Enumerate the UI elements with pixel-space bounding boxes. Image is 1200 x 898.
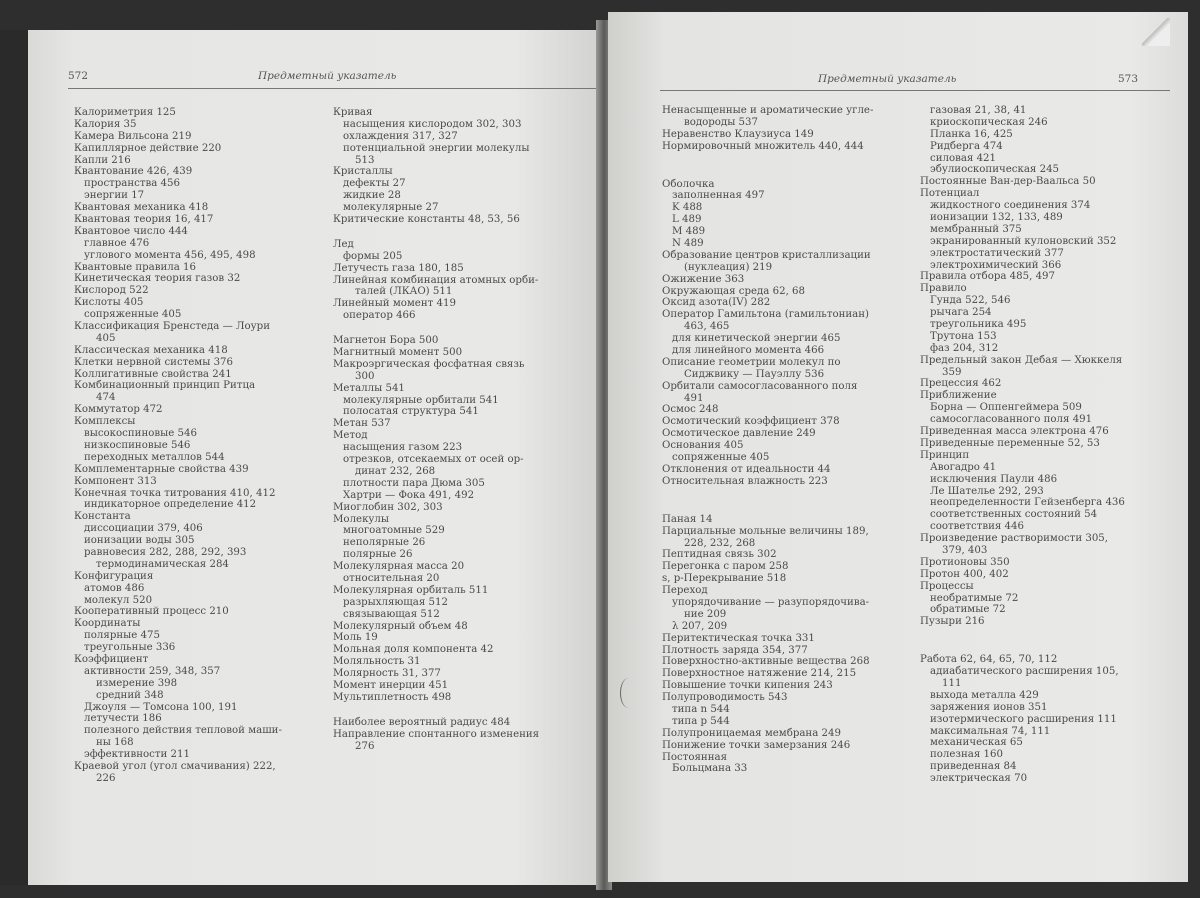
index-entry: Планка 16, 425 [930,128,1013,140]
index-entry: для кинетической энергии 465 [672,333,841,345]
index-entry: сопряженные 405 [672,452,770,464]
index-entry: Оксид азота(IV) 282 [662,297,771,309]
index-entry: Константа [74,511,131,523]
section-gap [662,153,873,166]
index-entry: Критические константы 48, 53, 56 [333,214,520,226]
index-column-right-2 [920,105,1125,785]
index-entry: экранированный кулоновский 352 [930,235,1117,247]
index-entry: Полупроводимость 543 [662,692,788,704]
index-entry: неполярные 26 [343,537,426,549]
index-entry: адиабатического расширения 105, [930,666,1119,678]
index-entry: Кристаллы [333,166,393,178]
index-entry: треугольника 495 [930,319,1027,331]
index-entry: Правила отбора 485, 497 [920,271,1056,283]
index-entry: термодинамическая 284 [96,558,229,570]
index-column-left-1 [74,107,282,785]
index-entry: Перегонка с паром 258 [662,561,789,573]
index-entry: полосатая структура 541 [343,406,479,418]
index-entry: охлаждения 317, 327 [343,130,458,142]
index-entry: Приближение [920,390,997,402]
index-entry: средний 348 [96,689,164,701]
index-entry: Молярность 31, 377 [333,668,441,680]
index-entry: ние 209 [684,608,727,620]
index-entry: разрыхляющая 512 [343,596,448,608]
index-entry: Паная 14 [662,513,713,525]
index-entry: 379, 403 [942,544,988,556]
index-entry: Джоуля — Томсона 100, 191 [84,701,238,713]
index-entry: Произведение растворимости 305, [920,533,1109,545]
index-entry: Компонент 313 [74,475,157,487]
index-entry: треугольные 336 [84,642,176,654]
index-entry: Координаты [74,618,141,630]
index-entry: динат 232, 268 [355,465,436,477]
index-entry: диссоциации 379, 406 [84,523,203,535]
index-entry: Кислоты 405 [74,297,144,309]
index-entry: эбулиоскопическая 245 [930,164,1060,176]
index-entry: неопределенности Гейзенберга 436 [930,497,1125,509]
section-gap [662,488,873,501]
index-entry: Поверхностно-активные вещества 268 [662,656,870,668]
index-entry: газовая 21, 38, 41 [930,105,1027,116]
index-entry: Сиджвику — Пауэллу 536 [684,368,825,380]
index-entry: Комбинационный принцип Ритца [74,380,256,392]
index-entry: Ожижение 363 [662,273,745,285]
index-entry: Молекулярная масса 20 [333,561,465,573]
index-entry: высокоспиновые 546 [84,428,197,440]
index-entry: Линейная комбинация атомных орби- [333,274,539,286]
index-entry: полезная 160 [930,749,1003,761]
index-entry: полезного действия тепловой маши- [84,725,282,737]
index-entry: Капли 216 [74,154,131,166]
index-entry: многоатомные 529 [343,525,445,537]
index-entry: относительная 20 [343,572,440,584]
index-entry: Повышение точки кипения 243 [662,680,833,692]
index-entry: исключения Паули 486 [930,473,1058,485]
index-entry: Принцип [920,449,970,461]
index-entry: Коллигативные свойства 241 [74,368,232,380]
index-entry: Оператор Гамильтона (гамильтониан) [662,309,870,321]
index-entry: самосогласованного поля 491 [930,414,1093,426]
index-entry: 491 [684,392,704,404]
index-entry: сопряженные 405 [84,309,182,321]
index-entry: полярные 475 [84,630,160,642]
index-entry: Описание геометрии молекул по [662,356,841,368]
index-entry: K 488 [672,202,703,214]
index-entry: λ 207, 209 [672,620,728,632]
index-entry: 463, 465 [684,321,730,333]
index-entry: электрическая 70 [930,773,1028,785]
index-column-right-1 [662,105,873,775]
index-entry: Клетки нервной системы 376 [74,356,234,368]
index-entry: 474 [96,392,116,404]
index-entry: Камера Вильсона 219 [74,130,192,142]
index-entry: отрезков, отсекаемых от осей ор- [343,454,524,466]
running-header-right: Предметный указатель [818,73,957,85]
index-entry: Гунда 522, 546 [930,295,1011,307]
index-entry: оператор 466 [343,310,416,322]
index-entry: пространства 456 [84,178,181,190]
index-entry: Переход [662,585,708,597]
page-number-left: 572 [68,70,89,82]
index-entry: Магнитный момент 500 [333,347,463,359]
index-entry: ны 168 [96,737,134,749]
index-entry: Квантовые правила 16 [74,261,197,273]
index-entry: рычага 254 [930,307,992,319]
index-entry: типа p 544 [672,715,730,727]
index-entry: Момент инерции 451 [333,679,449,691]
left-page [28,30,600,885]
index-entry: Линейный момент 419 [333,298,456,310]
page-number-right: 573 [1118,73,1139,85]
index-entry: Поверхностное натяжение 214, 215 [662,668,857,680]
section-gap [662,166,873,179]
index-entry: эффективности 211 [84,749,190,761]
header-rule-left [68,88,598,89]
index-entry: выхода металла 429 [930,689,1039,701]
index-entry: Приведенная масса электрона 476 [920,426,1109,438]
index-entry: жидкие 28 [343,190,401,202]
index-entry: N 489 [672,238,704,250]
index-entry: связывающая 512 [343,608,440,620]
index-entry: талей (ЛКАО) 511 [355,286,453,298]
index-entry: приведенная 84 [930,761,1017,773]
index-entry: фаз 204, 312 [930,342,999,354]
index-entry: Ридберга 474 [930,140,1003,152]
index-entry: Образование центров кристаллизации [662,249,871,261]
index-entry: молекулярные 27 [343,202,439,214]
index-entry: насыщения кислородом 302, 303 [343,118,522,130]
index-entry: Макроэргическая фосфатная связь [333,358,525,370]
index-entry: молекул 520 [84,594,153,606]
index-entry: 276 [355,740,375,752]
index-entry: Калориметрия 125 [74,107,176,118]
index-entry: Метан 537 [333,418,391,430]
right-page [608,12,1188,882]
index-entry: заполненная 497 [672,190,765,202]
index-entry: Прецессия 462 [920,378,1002,390]
index-entry: низкоспиновые 546 [84,439,191,451]
index-entry: Капиллярное действие 220 [74,142,222,154]
index-entry: Пузыри 216 [920,616,985,628]
index-entry: Кислород 522 [74,285,149,297]
running-header-left: Предметный указатель [258,70,397,82]
index-entry: Наиболее вероятный радиус 484 [333,716,511,728]
section-gap [333,322,539,335]
header-rule-right [660,90,1170,91]
index-entry: Металлы 541 [333,382,405,394]
index-entry: Ненасыщенные и ароматические угле- [662,105,874,116]
scan-edge [0,30,28,885]
index-entry: 300 [355,370,375,382]
index-entry: плотности пара Дюма 305 [343,477,485,489]
index-entry: 111 [942,677,962,689]
index-entry: Квантование 426, 439 [74,166,193,178]
section-gap [662,501,873,514]
index-entry: Коммутатор 472 [74,404,163,416]
index-entry: Направление спонтанного изменения [333,728,540,740]
index-entry: Молекулярный объем 48 [333,620,468,632]
index-entry: Орбитали самосогласованного поля [662,380,858,392]
index-entry: главное 476 [84,237,150,249]
index-entry: Полупроницаемая мембрана 249 [662,727,841,739]
index-entry: Осмотический коэффициент 378 [662,416,840,428]
index-entry: Предельный закон Дебая — Хюккеля [920,354,1123,366]
index-entry: Мольная доля компонента 42 [333,644,494,656]
index-entry: мембранный 375 [930,223,1022,235]
section-gap [920,641,1125,654]
index-entry: Потенциал [920,188,980,200]
index-entry: упорядочивание — разупорядочива- [672,596,870,608]
index-entry: Калория 35 [74,118,137,130]
index-entry: 226 [96,772,116,784]
index-entry: заряжения ионов 351 [930,701,1048,713]
index-entry: Моляльность 31 [333,656,421,668]
index-entry: Квантовая механика 418 [74,202,209,214]
index-entry: M 489 [672,226,706,238]
index-entry: Молекулы [333,513,390,525]
index-entry: Авогадро 41 [930,461,997,473]
pencil-mark [620,678,637,708]
index-entry: Пептидная связь 302 [662,549,777,561]
index-entry: Относительная влажность 223 [662,475,828,487]
index-entry: Окружающая среда 62, 68 [662,285,806,297]
index-entry: Ле Шателье 292, 293 [930,485,1044,497]
index-entry: типа n 544 [672,703,730,715]
index-entry: Метод [333,430,368,442]
index-entry: Краевой угол (угол смачивания) 222, [74,760,276,772]
index-entry: Летучесть газа 180, 185 [333,262,464,274]
section-gap [920,628,1125,641]
index-entry: необратимые 72 [930,592,1019,604]
index-entry: активности 259, 348, 357 [84,665,221,677]
index-entry: углового момента 456, 495, 498 [84,249,256,261]
index-entry: Правило [920,283,967,295]
index-entry: обратимые 72 [930,604,1006,616]
index-column-left-2 [333,107,539,752]
index-entry: Плотность заряда 354, 377 [662,644,808,656]
index-entry: Парциальные мольные величины 189, [662,525,869,537]
index-entry: Больцмана 33 [672,763,748,775]
section-gap [333,704,539,717]
index-entry: летучести 186 [84,713,162,725]
index-entry: формы 205 [343,250,403,262]
index-entry: измерение 398 [96,677,178,689]
index-entry: Оболочка [662,178,715,190]
index-entry: Хартри — Фока 491, 492 [343,489,475,501]
index-entry: Неравенство Клаузиуса 149 [662,128,814,140]
index-entry: механическая 65 [930,737,1023,749]
index-entry: водороды 537 [684,116,758,128]
index-entry: Протон 400, 402 [920,568,1009,580]
index-entry: Борна — Оппенгеймера 509 [930,402,1082,414]
index-entry: Работа 62, 64, 65, 70, 112 [920,654,1058,666]
index-entry: Молекулярная орбиталь 511 [333,584,489,596]
index-entry: электростатический 377 [930,247,1064,259]
index-entry: жидкостного соединения 374 [930,200,1091,212]
index-entry: равновесия 282, 288, 292, 393 [84,546,247,558]
index-entry: Квантовое число 444 [74,225,188,237]
index-entry: Постоянная [662,751,728,763]
index-entry: Трутона 153 [930,330,997,342]
index-entry: Постоянные Ван-дер-Ваальса 50 [920,176,1096,188]
index-entry: Конечная точка титрования 410, 412 [74,487,276,499]
page-corner-fold [1142,18,1170,46]
index-entry: силовая 421 [930,152,997,164]
index-entry: полярные 26 [343,549,413,561]
index-entry: для линейного момента 466 [672,345,825,357]
index-entry: атомов 486 [84,582,145,594]
index-entry: насыщения газом 223 [343,442,463,454]
index-entry: Понижение точки замерзания 246 [662,739,851,751]
index-entry: электрохимический 366 [930,259,1062,271]
index-entry: 405 [96,332,116,344]
index-entry: s, p-Перекрывание 518 [662,573,787,585]
index-entry: (нуклеация) 219 [684,261,773,273]
index-entry: максимальная 74, 111 [930,725,1051,737]
index-entry: переходных металлов 544 [84,451,225,463]
index-entry: Кооперативный процесс 210 [74,606,229,618]
index-entry: соответствия 446 [930,521,1024,533]
index-entry: индикаторное определение 412 [84,499,257,511]
index-entry: изотермического расширения 111 [930,713,1117,725]
index-entry: Конфигурация [74,570,154,582]
index-entry: Осмотическое давление 249 [662,428,816,440]
index-entry: ионизации воды 305 [84,535,195,547]
index-entry: Миоглобин 302, 303 [333,501,443,513]
index-entry: Перитектическая точка 331 [662,632,815,644]
index-entry: Отклонения от идеальности 44 [662,463,831,475]
index-entry: Мультиплетность 498 [333,691,452,703]
index-entry: Нормировочный множитель 440, 444 [662,140,864,152]
index-entry: Коэффициент [74,653,149,665]
index-entry: Классическая механика 418 [74,344,228,356]
index-entry: энергии 17 [84,190,145,202]
index-entry: Квантовая теория 16, 417 [74,214,214,226]
index-entry: Моль 19 [333,632,378,644]
index-entry: молекулярные орбитали 541 [343,394,499,406]
index-entry: Процессы [920,580,974,592]
section-gap [333,226,539,239]
index-entry: 359 [942,366,962,378]
index-entry: Комплексы [74,416,136,428]
index-entry: Классификация Бренстеда — Лоури [74,321,270,333]
index-entry: 513 [355,154,375,166]
index-entry: 228, 232, 268 [684,537,756,549]
index-entry: соответственных состояний 54 [930,509,1098,521]
index-entry: L 489 [672,214,702,226]
index-entry: Лед [333,238,354,250]
index-entry: Протионовы 350 [920,556,1010,568]
index-entry: Комплементарные свойства 439 [74,463,249,475]
index-entry: Кинетическая теория газов 32 [74,273,241,285]
index-entry: криоскопическая 246 [930,116,1048,128]
index-entry: Магнетон Бора 500 [333,335,439,347]
index-entry: Осмос 248 [662,404,719,416]
index-entry: Приведенные переменные 52, 53 [920,437,1100,449]
index-entry: Основания 405 [662,440,744,452]
index-entry: дефекты 27 [343,178,406,190]
index-entry: ионизации 132, 133, 489 [930,212,1063,224]
index-entry: потенциальной энергии молекулы [343,142,530,154]
index-entry: Кривая [333,107,373,118]
